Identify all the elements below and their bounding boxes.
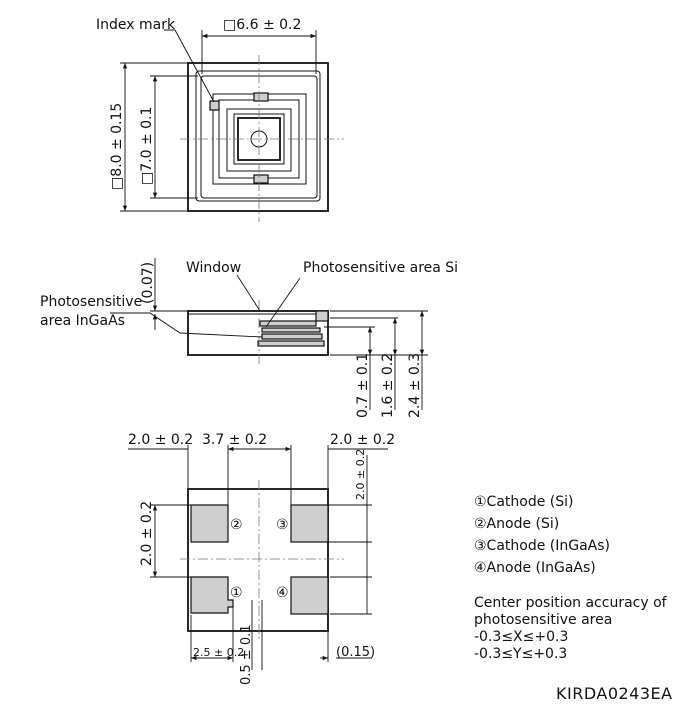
width-dimension: □6.6 ± 0.2 xyxy=(223,17,302,33)
ingaas-label-line1: Photosensitive xyxy=(40,294,143,310)
legend-item-anode-si: ②Anode (Si) xyxy=(474,516,560,532)
note-line-3: -0.3≤X≤+0.3 xyxy=(474,629,569,645)
index-mark-leader xyxy=(164,30,214,102)
index-mark-label: Index mark xyxy=(96,17,176,33)
bond-tab-top xyxy=(254,93,268,101)
dimension-right-vertical: 2.0 ± 0.2 xyxy=(354,448,367,500)
pad-2-number: ② xyxy=(230,517,243,533)
window-label: Window xyxy=(186,260,242,276)
dimension-top-right: 2.0 ± 0.2 xyxy=(330,432,396,448)
dimension-0-7: 0.7 ± 0.1 xyxy=(355,352,371,418)
bond-tab-bottom xyxy=(254,175,268,183)
dimension-bottom-left: 2.5 ± 0.2 xyxy=(193,646,245,659)
note-line-1: Center position accuracy of xyxy=(474,595,667,611)
dimension-top-middle: 3.7 ± 0.2 xyxy=(202,432,268,448)
legend-item-cathode-si: ①Cathode (Si) xyxy=(474,494,574,510)
window-leader xyxy=(237,275,260,311)
si-label: Photosensitive area Si xyxy=(303,260,459,276)
side-outline xyxy=(188,311,328,355)
ingaas-label-line2: area InGaAs xyxy=(40,313,125,329)
pad-2 xyxy=(191,505,228,542)
side-view xyxy=(40,258,458,418)
dimension-2-4: 2.4 ± 0.3 xyxy=(407,352,423,418)
accuracy-note xyxy=(474,595,667,663)
pad-3-number: ③ xyxy=(276,517,289,533)
legend-item-anode-ingaas: ④Anode (InGaAs) xyxy=(474,560,596,576)
si-leader xyxy=(266,278,300,327)
ingaas-layer xyxy=(262,334,322,339)
pad-4-number: ④ xyxy=(276,585,289,601)
dimension-bottom-right: (0.15) xyxy=(336,645,376,660)
index-mark xyxy=(210,101,219,110)
top-outer-outline xyxy=(188,63,328,211)
dimension-top-left: 2.0 ± 0.2 xyxy=(128,432,194,448)
pad-3 xyxy=(291,505,328,542)
outer-height-dimension: □8.0 ± 0.15 xyxy=(109,102,125,190)
dimension-1-6: 1.6 ± 0.2 xyxy=(380,352,396,418)
top-view xyxy=(96,17,344,222)
pad-1-number: ① xyxy=(230,585,243,601)
window-offset-dimension: (0.07) xyxy=(140,261,156,304)
pad-4 xyxy=(291,577,328,614)
note-line-2: photosensitive area xyxy=(474,612,613,628)
dimension-bottom-middle: 0.5 ± 0.1 xyxy=(239,624,254,685)
pad-1 xyxy=(191,577,233,613)
ingaas-leader xyxy=(110,313,262,337)
inner-height-dimension: □7.0 ± 0.1 xyxy=(139,106,155,185)
dimension-left-vertical: 2.0 ± 0.2 xyxy=(139,500,155,566)
legend-item-cathode-ingaas: ③Cathode (InGaAs) xyxy=(474,538,611,554)
bottom-view xyxy=(128,432,395,685)
drawing-code: KIRDA0243EA xyxy=(556,684,673,703)
pin-legend xyxy=(474,491,610,579)
note-line-4: -0.3≤Y≤+0.3 xyxy=(474,646,568,662)
